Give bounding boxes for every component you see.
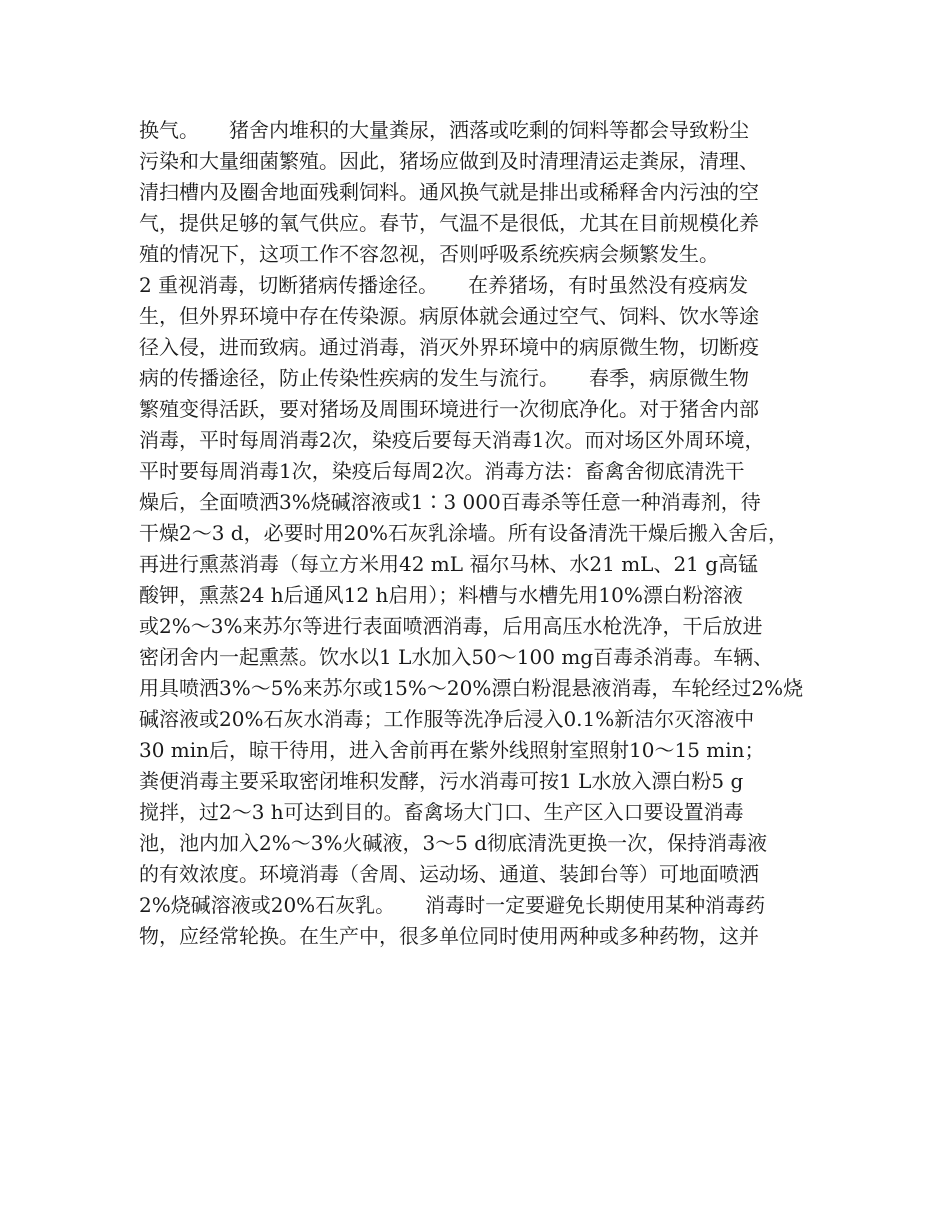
text-line: 污染和大量细菌繁殖。因此，猪场应做到及时清理清运走粪尿，清理、 [139,149,759,173]
text-line: 的有效浓度。环境消毒（舍周、运动场、通道、装卸台等）可地面喷洒 [139,862,759,886]
text-line: 消毒，平时每周消毒2次，染疫后要每天消毒1次。而对场区外周环境， [139,428,765,452]
text-line: 密闭舍内一起熏蒸。饮水以1 L水加入50～100 mg百毒杀消毒。车辆、 [139,645,774,669]
text-line: 换气。 猪舍内堆积的大量粪尿，洒落或吃剩的饲料等都会导致粉尘 [139,118,749,142]
text-line: 气，提供足够的氧气供应。春节，气温不是很低，尤其在目前规模化养 [139,211,759,235]
text-line: 2%烧碱溶液或20%石灰乳。 消毒时一定要避免长期使用某种消毒药 [139,893,766,917]
text-line: 清扫槽内及圈舍地面残剩饲料。通风换气就是排出或稀释舍内污浊的空 [139,180,759,204]
text-line: 平时要每周消毒1次，染疫后每周2次。消毒方法：畜禽舍彻底清洗干 [139,459,745,483]
text-line: 2 重视消毒，切断猪病传播途径。 在养猪场，有时虽然没有疫病发 [139,273,749,297]
text-line: 生，但外界环境中存在传染源。病原体就会通过空气、饲料、饮水等途 [139,304,759,328]
text-line: 殖的情况下，这项工作不容忽视，否则呼吸系统疾病会频繁发生。 [139,242,719,266]
text-line: 繁殖变得活跃，要对猪场及周围环境进行一次彻底净化。对于猪舍内部 [139,397,759,421]
text-line: 粪便消毒主要采取密闭堆积发酵，污水消毒可按1 L水放入漂白粉5 g [139,769,744,793]
body-text [139,115,839,952]
text-line: 用具喷洒3%～5%来苏尔或15%～20%漂白粉混悬液消毒，车轮经过2%烧 [139,676,804,700]
text-line: 30 min后，晾干待用，进入舍前再在紫外线照射室照射10～15 min； [139,738,765,762]
text-line: 碱溶液或20%石灰水消毒；工作服等洗净后浸入0.1%新洁尔灭溶液中 [139,707,755,731]
text-line: 燥后，全面喷洒3%烧碱溶液或1∶3 000百毒杀等任意一种消毒剂，待 [139,490,761,514]
text-line: 或2%～3%来苏尔等进行表面喷洒消毒，后用高压水枪洗净，干后放进 [139,614,763,638]
text-line: 搅拌，过2～3 h可达到目的。畜禽场大门口、生产区入口要设置消毒 [139,800,744,824]
text-line: 病的传播途径，防止传染性疾病的发生与流行。 春季，病原微生物 [139,366,749,390]
text-line: 酸钾，熏蒸24 h后通风12 h启用）；料槽与水槽先用10%漂白粉溶液 [139,583,743,607]
text-line: 干燥2～3 d，必要时用20%石灰乳涂墙。所有设备清洗干燥后搬入舍后， [139,521,789,545]
text-line: 池，池内加入2%～3%火碱液，3～5 d彻底清洗更换一次，保持消毒液 [139,831,768,855]
text-line: 物，应经常轮换。在生产中，很多单位同时使用两种或多种药物，这并 [139,924,759,948]
text-line: 再进行熏蒸消毒（每立方米用42 mL 福尔马林、水21 mL、21 g高锰 [139,552,759,576]
text-line: 径入侵，进而致病。通过消毒，消灭外界环境中的病原微生物，切断疫 [139,335,759,359]
